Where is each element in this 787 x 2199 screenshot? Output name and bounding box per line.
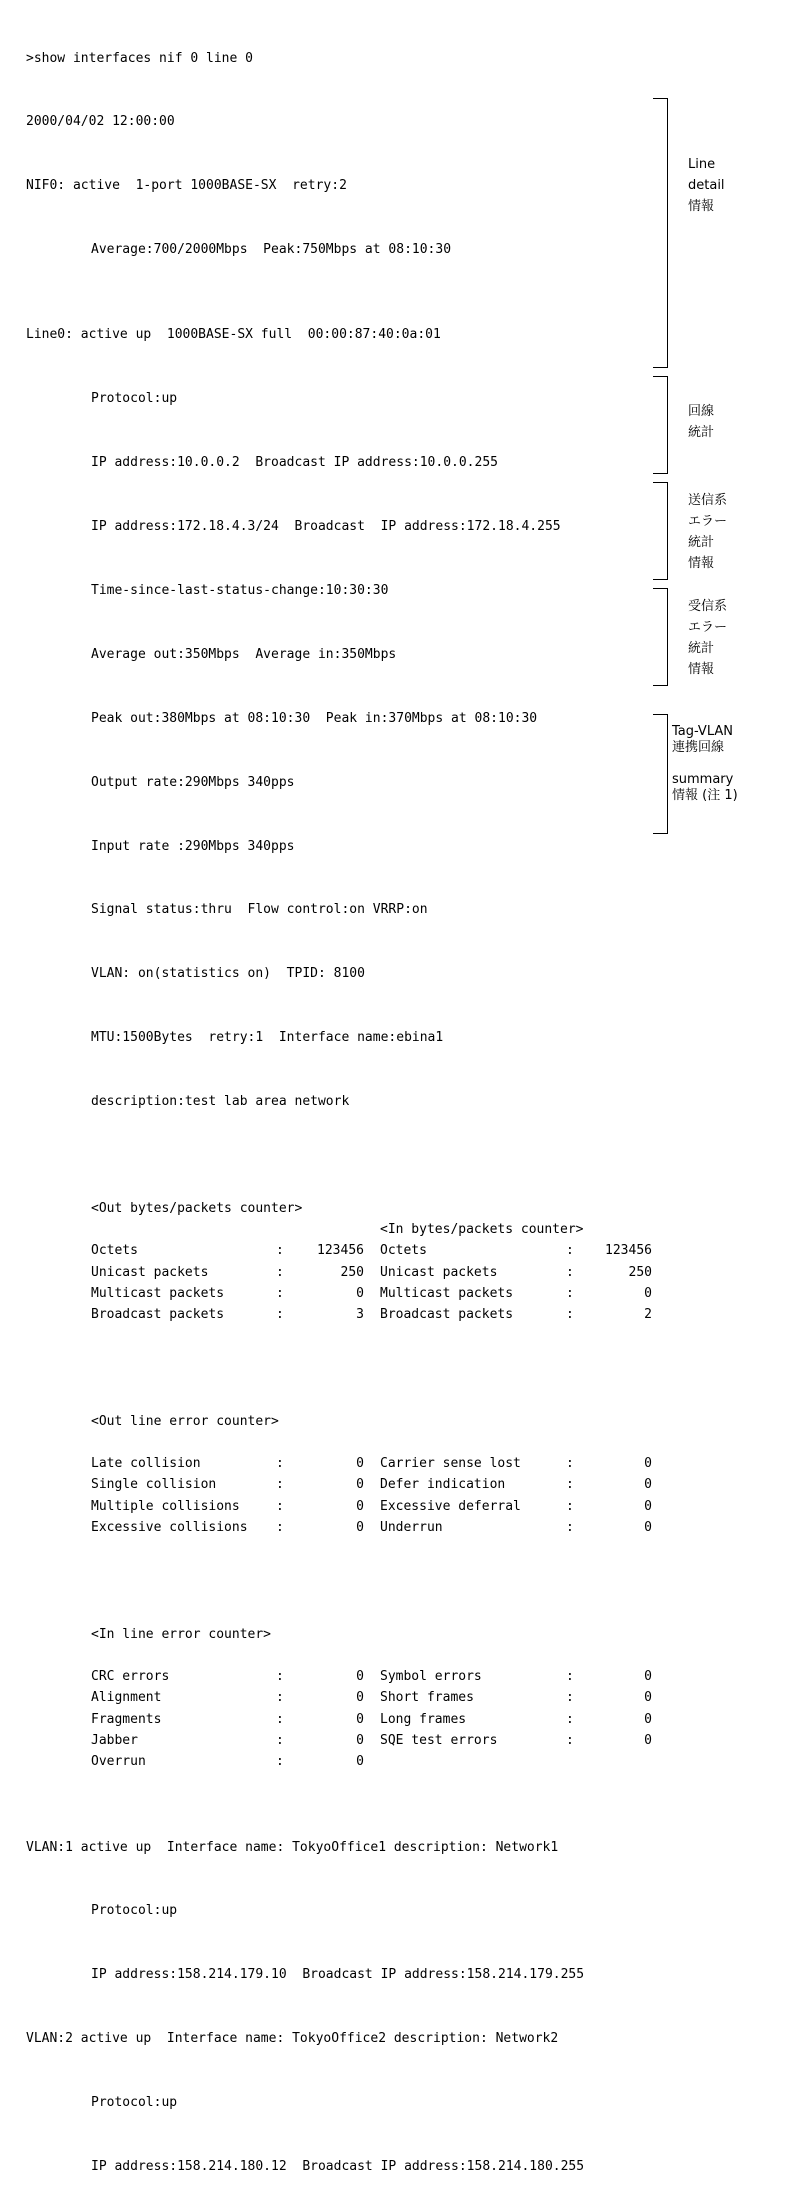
counter-value: 0	[644, 1498, 652, 1514]
counter-row	[26, 1517, 652, 1538]
nif-status-line: NIF0: active 1-port 1000BASE-SX retry:2	[26, 178, 347, 194]
line-detail-row: Time-since-last-status-change:10:30:30	[91, 583, 389, 599]
counter-value: 0	[644, 1456, 652, 1472]
counter-colon: :	[566, 1669, 574, 1685]
line-detail-row: Peak out:380Mbps at 08:10:30 Peak in:370Mbps at 08:10:30	[91, 710, 538, 726]
counter-label: Broadcast packets	[91, 1307, 225, 1323]
out-error-bracket	[653, 482, 668, 580]
counter-label: Multiple collisions	[91, 1498, 240, 1514]
counter-value: 123456	[317, 1243, 364, 1259]
counter-label: Octets	[380, 1243, 427, 1259]
counter-row	[26, 1240, 652, 1261]
in-error-bracket	[653, 588, 668, 686]
vlan-protocol-line: Protocol:up	[91, 2095, 178, 2111]
counter-label: Octets	[91, 1243, 138, 1259]
counter-colon: :	[566, 1243, 574, 1259]
line-detail-bracket	[653, 98, 668, 368]
in-counter-header: <In bytes/packets counter>	[380, 1221, 584, 1237]
counter-colon: :	[276, 1477, 284, 1493]
out-counter-header: <Out bytes/packets counter>	[91, 1200, 303, 1216]
counter-value: 0	[644, 1690, 652, 1706]
line-detail-row: VLAN: on(statistics on) TPID: 8100	[91, 966, 365, 982]
line-detail-row: IP address:10.0.0.2 Broadcast IP address:10.0.0.255	[91, 455, 498, 471]
counter-value: 0	[356, 1456, 364, 1472]
counter-colon: :	[276, 1264, 284, 1280]
counter-row	[26, 1474, 652, 1495]
counter-value: 0	[356, 1520, 364, 1536]
counter-value: 250	[628, 1264, 652, 1280]
line-detail-row: description:test lab area network	[91, 1094, 350, 1110]
counter-value: 0	[644, 1669, 652, 1685]
line-detail-row: Signal status:thru Flow control:on VRRP:on	[91, 902, 428, 918]
counter-row	[26, 1283, 652, 1304]
counter-colon: :	[276, 1520, 284, 1536]
counter-row	[26, 1262, 652, 1283]
line-stats-bracket	[653, 376, 668, 474]
counter-colon: :	[276, 1711, 284, 1727]
counter-row	[26, 1730, 652, 1751]
counter-label: Unicast packets	[91, 1264, 209, 1280]
counter-label: Short frames	[380, 1690, 474, 1706]
counter-row	[26, 1496, 652, 1517]
counter-colon: :	[566, 1264, 574, 1280]
counter-value: 0	[644, 1711, 652, 1727]
out-error-header: <Out line error counter>	[91, 1413, 279, 1429]
line-detail-row: Output rate:290Mbps 340pps	[91, 774, 295, 790]
counter-colon: :	[566, 1498, 574, 1514]
counter-value: 0	[644, 1520, 652, 1536]
counter-label: Underrun	[380, 1520, 443, 1536]
vlan-ip-line: IP address:158.214.180.12 Broadcast IP address:158.214.180.255	[91, 2158, 585, 2174]
line-detail-row: Input rate :290Mbps 340pps	[91, 838, 295, 854]
counter-label: Single collision	[91, 1477, 217, 1493]
counter-value: 123456	[605, 1243, 652, 1259]
counter-colon: :	[276, 1754, 284, 1770]
in-error-note: 受信系 エラー 統計 情報	[688, 599, 728, 677]
counter-label: Multicast packets	[380, 1285, 514, 1301]
counter-value: 0	[356, 1669, 364, 1685]
counter-value: 0	[356, 1754, 364, 1770]
counter-value: 0	[356, 1690, 364, 1706]
counter-value: 0	[356, 1711, 364, 1727]
counter-value: 0	[644, 1477, 652, 1493]
line-detail-row: MTU:1500Bytes retry:1 Interface name:ebina1	[91, 1030, 444, 1046]
in-error-header: <In line error counter>	[91, 1626, 272, 1642]
counter-label: Carrier sense lost	[380, 1456, 521, 1472]
counter-label: Fragments	[91, 1711, 162, 1727]
counter-label: Unicast packets	[380, 1264, 498, 1280]
nif-average-line: Average:700/2000Mbps Peak:750Mbps at 08:10:30	[91, 242, 452, 258]
vlan-title-line: VLAN:1 active up Interface name: TokyoOffice1 description: Network1	[26, 1839, 559, 1855]
counter-label: Broadcast packets	[380, 1307, 514, 1323]
counter-value: 0	[356, 1477, 364, 1493]
counter-value: 0	[644, 1733, 652, 1749]
counter-colon: :	[566, 1477, 574, 1493]
counter-colon: :	[566, 1520, 574, 1536]
counter-colon: :	[566, 1456, 574, 1472]
line-detail-row: Average out:350Mbps Average in:350Mbps	[91, 646, 397, 662]
counter-label: Excessive deferral	[380, 1498, 521, 1514]
counter-value: 0	[356, 1285, 364, 1301]
counter-label: CRC errors	[91, 1669, 170, 1685]
terminal-output	[26, 5, 652, 2199]
counter-label: Overrun	[91, 1754, 146, 1770]
counter-colon: :	[276, 1243, 284, 1259]
vlan-bracket	[653, 714, 668, 834]
counter-value: 0	[356, 1498, 364, 1514]
counter-value: 0	[644, 1285, 652, 1301]
counter-label: Defer indication	[380, 1477, 506, 1493]
line-detail-row: Protocol:up	[91, 391, 178, 407]
out-error-header-row	[26, 1389, 584, 1429]
counter-label: Long frames	[380, 1711, 467, 1727]
counter-table	[26, 1240, 652, 1325]
counter-value: 0	[356, 1733, 364, 1749]
counter-label: Late collision	[91, 1456, 201, 1472]
counter-label: Alignment	[91, 1690, 162, 1706]
counter-label: Symbol errors	[380, 1669, 482, 1685]
vlan-ip-line: IP address:158.214.179.10 Broadcast IP address:158.214.179.255	[91, 1967, 585, 1983]
counter-colon: :	[566, 1285, 574, 1301]
datetime-line: 2000/04/02 12:00:00	[26, 114, 175, 130]
counter-colon: :	[566, 1711, 574, 1727]
counter-colon: :	[276, 1307, 284, 1323]
counter-colon: :	[276, 1733, 284, 1749]
in-error-table	[26, 1666, 652, 1772]
counter-row	[26, 1453, 652, 1474]
out-error-note: 送信系 エラー 統計 情報	[688, 493, 728, 571]
counter-colon: :	[276, 1285, 284, 1301]
counter-value: 2	[644, 1307, 652, 1323]
line-status-line: Line0: active up 1000BASE-SX full 00:00:87:40:0a:01	[26, 327, 441, 343]
counter-label: Multicast packets	[91, 1285, 225, 1301]
counter-colon: :	[276, 1669, 284, 1685]
vlan-protocol-line: Protocol:up	[91, 1903, 178, 1919]
counter-value: 3	[356, 1307, 364, 1323]
counter-row	[26, 1687, 652, 1708]
counter-row	[26, 1304, 652, 1325]
counter-row	[26, 1709, 652, 1730]
vlan-title-line: VLAN:2 active up Interface name: TokyoOffice2 description: Network2	[26, 2031, 559, 2047]
line-detail-note: Line detail 情報	[688, 157, 725, 214]
counter-colon: :	[566, 1733, 574, 1749]
counter-headers	[26, 1176, 584, 1237]
counter-row	[26, 1751, 584, 1772]
line-stats-note: 回線 統計	[688, 404, 715, 440]
out-error-table	[26, 1453, 652, 1538]
counter-row	[26, 1666, 652, 1687]
command-line: >show interfaces nif 0 line 0	[26, 50, 253, 66]
counter-label: Jabber	[91, 1733, 138, 1749]
counter-value: 250	[340, 1264, 364, 1280]
counter-colon: :	[276, 1498, 284, 1514]
counter-colon: :	[566, 1307, 574, 1323]
line-detail-row: IP address:172.18.4.3/24 Broadcast IP address:172.18.4.255	[91, 519, 561, 535]
counter-colon: :	[276, 1690, 284, 1706]
counter-label: Excessive collisions	[91, 1520, 248, 1536]
in-error-header-row	[26, 1602, 584, 1642]
counter-label: SQE test errors	[380, 1733, 498, 1749]
counter-colon: :	[566, 1690, 574, 1706]
vlan-note: Tag-VLAN 連携回線 summary 情報 (注 1)	[672, 724, 738, 803]
counter-colon: :	[276, 1456, 284, 1472]
